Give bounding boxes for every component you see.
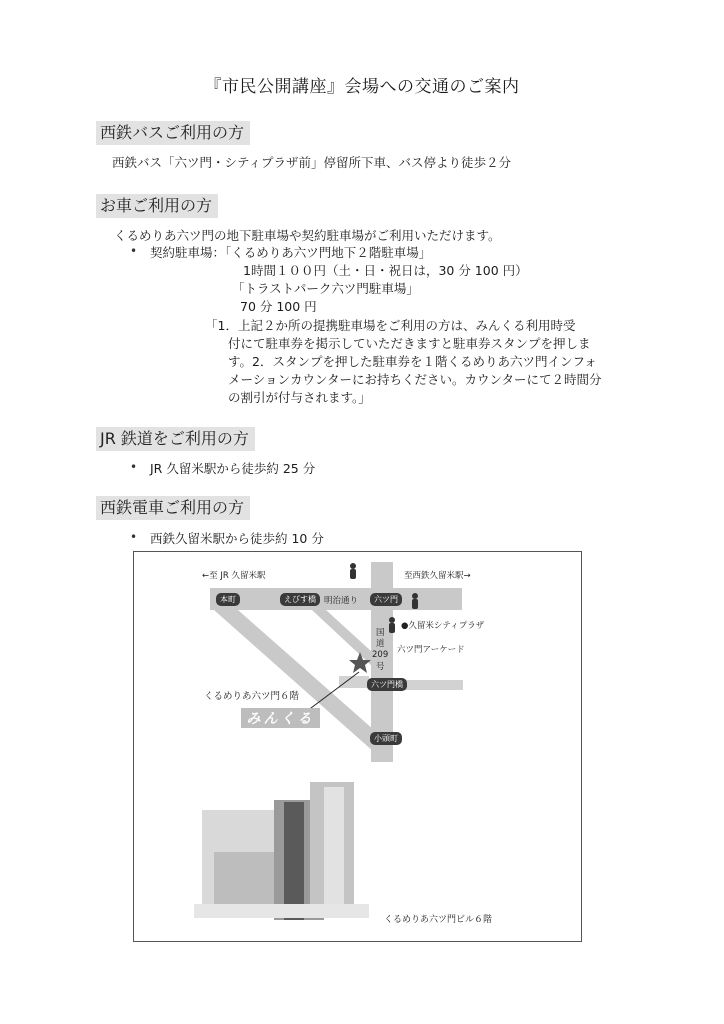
page-title: 『市民公開講座』会場への交通のご案内 [204, 77, 520, 97]
to-jr-station: ←至 JR 久留米駅 [202, 571, 266, 581]
section-heading-bus: 西鉄バスご利用の方 [96, 121, 250, 145]
kokudo-label: 国道 [376, 628, 385, 649]
car-note-line3: す。2．スタンプを押した駐車券を１階くるめりあ六ツ門インフォ [228, 354, 597, 369]
map-roads [134, 552, 581, 941]
route-number: 209 [372, 650, 389, 660]
bullet: • [130, 530, 138, 544]
car-note-line4: メーションカウンターにお持ちください。カウンターにて２時間分 [228, 372, 602, 387]
bus-directions: 西鉄バス「六ツ門・シティプラザ前」停留所下車、バス停より徒歩２分 [112, 155, 512, 170]
car-parking-line1: 契約駐車場：「くるめりあ六ツ門地下２階駐車場」 [150, 245, 432, 260]
minkuru-logo: みんくる [241, 708, 320, 728]
train-directions: 西鉄久留米駅から徒歩約 10 分 [150, 531, 324, 546]
section-heading-jr: JR 鉄道をご利用の方 [96, 427, 255, 451]
stop-honmachi: 本町 [216, 593, 240, 606]
bullet: • [130, 460, 138, 474]
arcade-label: 六ツ門アーケード [397, 645, 465, 655]
jr-directions: JR 久留米駅から徒歩約 25 分 [150, 461, 316, 476]
stop-mutsumonbashi: 六ツ門橋 [367, 678, 407, 691]
photo-caption: くるめりあ六ツ門ビル６階 [384, 915, 493, 925]
to-nishitetsu-station: 至西鉄久留米駅→ [404, 571, 471, 581]
section-heading-train: 西鉄電車ご利用の方 [96, 496, 250, 520]
section-heading-car: お車ご利用の方 [96, 194, 218, 218]
car-intro: くるめりあ六ツ門の地下駐車場や契約駐車場がご利用いただけます。 [114, 228, 501, 243]
stop-mutsumon: 六ツ門 [370, 593, 402, 606]
city-plaza-label: ●久留米シティプラザ [401, 621, 485, 631]
car-note-line5: の割引が付与されます。」 [228, 390, 371, 405]
street-meiji: 明治通り [324, 596, 359, 606]
stop-koromo: 小頭町 [370, 732, 402, 745]
car-parking-line2: 1時間１００円（土・日・祝日は，30 分 100 円） [243, 263, 528, 278]
go-label: 号 [376, 662, 385, 672]
car-note-line1: 「1．上記２か所の提携駐車場をご利用の方は、みんくる利用時受 [205, 318, 576, 333]
car-parking-line4: 70 分 100 円 [240, 299, 317, 314]
stop-ebisubashi: えびす橋 [280, 593, 320, 606]
building-label: くるめりあ六ツ門６階 [204, 691, 300, 702]
access-map [133, 551, 582, 942]
car-parking-line3: 「トラストパーク六ツ門駐車場」 [232, 281, 419, 296]
bullet: • [130, 244, 138, 258]
car-note-line2: 付にて駐車券を掲示していただきますと駐車券スタンプを押しま [228, 336, 591, 351]
